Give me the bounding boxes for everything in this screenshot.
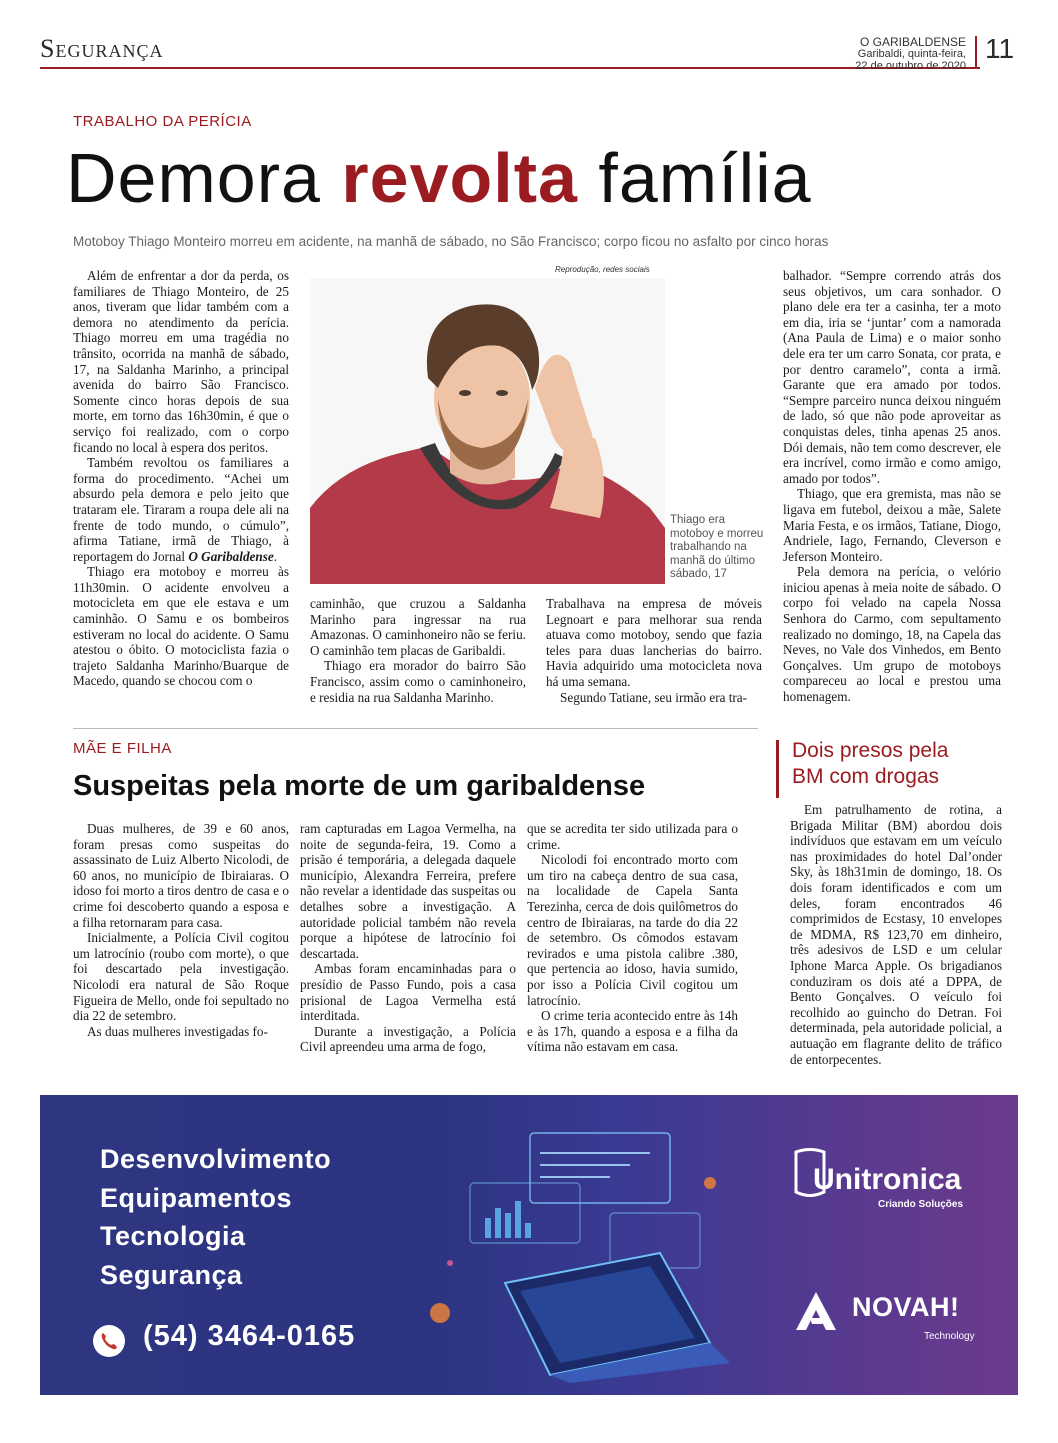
paragraph: Também revoltou os familiares a forma do procedimento. “Achei um absurdo pela demora e pelo jeito que trataram ele. Tiraram a roupa dele ali na frente de todo mundo, o cúmulo”, afirma Tatiane, irmã de Thiago, à reportagem do Jornal O Garibaldense. (73, 455, 289, 564)
article2-column-3 (527, 821, 738, 1055)
brand-novah-tagline: Technology (924, 1331, 975, 1342)
sidebar-title: Dois presos pela BM com drogas (792, 739, 949, 788)
article-column-1 (73, 268, 289, 689)
paragraph: que se acredita ter sido utilizada para o crime. (527, 821, 738, 852)
section-rule (40, 67, 980, 69)
paragraph: Thiago era morador do bairro São Francisco, assim como o caminhoneiro, e residia na rua Saldanha Marinho. (310, 658, 526, 705)
article-subhead: Motoboy Thiago Monteiro morreu em acidente, na manhã de sábado, no São Francisco; corpo ficou no asfalto por cinco horas (73, 234, 829, 249)
article-headline: Suspeitas pela morte de um garibaldense (73, 770, 646, 802)
brand-unitronica-tagline: Criando Soluções (878, 1199, 964, 1210)
headline-part: Demora (66, 139, 342, 217)
portrait-photo (310, 278, 665, 584)
paragraph: balhador. “Sempre correndo atrás dos seus objetivos, um cara sonhador. O plano dele era ter a casinha, ter a moto em dia, iria se ‘juntar’ com a namorada (Ana Paula de Lima) e o maior sonho dele era ter um carro Sonata, cor prata, e por dentro caramelo”, conta a irmã. Garante que era amado por todos. “Sempre parceiro nunca deixou ninguém de lado, só que não pode aproveitar as conquistas deles, tinha apenas 25 anos. Dói demais, não tem como descrever, ele era incrível, como irmão e como amigo, amado por todos”. (783, 268, 1001, 486)
article-kicker: MÃE E FILHA (73, 740, 172, 757)
paragraph-text: Também revoltou os familiares a forma do procedimento. “Achei um absurdo pela demora e pelo jeito que trataram ele. Tiraram a roupa dele ali na frente de todo mundo, o cúmulo”, afirma Tatiane, irmã de Thiago, à reportagem do Jornal (73, 455, 289, 564)
headline-accent: revolta (341, 139, 578, 217)
section-label: Segurança (40, 34, 164, 63)
advertisement[interactable] (40, 1095, 1018, 1395)
photo-caption: Thiago era motoboy e morreu trabalhando na manhã do último sábado, 17 (670, 514, 764, 580)
paragraph: Durante a investigação, a Polícia Civil apreendeu uma arma de fogo, (300, 1023, 516, 1055)
paragraph: O crime teria acontecido entre às 14h e às 17h, quando a esposa e a filha da vítima não estavam em casa. (527, 1008, 738, 1055)
edition-date: 22 de outubro de 2020 (855, 60, 966, 72)
ad-line: Tecnologia (100, 1221, 246, 1251)
place-date: Garibaldi, quinta-feira, (857, 48, 966, 60)
article-column-2 (310, 596, 526, 705)
ad-phone-number: (54) 3464-0165 (143, 1320, 356, 1352)
paragraph: Em patrulhamento de rotina, a Brigada Militar (BM) abordou dois indivíduos que estavam em um veículo nas proximidades do hotel Dal’onder Sky, às 18h31min de domingo, 18. Os dois foram identificados e com um deles, foram encontrados 46 comprimidos de Ecstasy, 10 envelopes de MDMA, R$ 123,70 em dinheiro, três adesivos de LSD e um celular Iphone Marca Apple. Os brigadianos conduziram os dois até a DPPA, de Bento Gonçalves. O veículo foi recolhido ao guincho do Detran. Foi determinada, pela autoridade policial, a autuação em flagrante delito de tráfico de entorpecentes. (790, 802, 1002, 1067)
paragraph: Inicialmente, a Polícia Civil cogitou um latrocínio (roubo com morte), o que foi descartado pela investigação. Nicolodi era natural de São Roque Figueira de Mello, onde foi sepultado no dia 22 de setembro. (73, 930, 289, 1024)
ad-line: Equipamentos (100, 1182, 293, 1213)
paragraph: Segundo Tatiane, seu irmão era tra- (560, 689, 748, 705)
paragraph: Pela demora na perícia, o velório iniciou apenas à meia noite de sábado. O corpo foi velado na capela Nossa Senhora do Carmo, com sepultamento realizado no domingo, 18, na Capela das Neves, no Vale dos Vinhedos, em Bento Gonçalves. Um grupo de motoboys compareceu ao local e prestou uma homenagem. (783, 564, 1001, 705)
paragraph: Thiago era motoboy e morreu às 11h30min. O acidente envolveu a motocicleta em que ele estava e um caminhão. O Samu e os bombeiros estiveram no local do acidente. O Samu atestou o óbito. O motociclista fazia o trajeto Saldanha Marinho/Buarque de Macedo, quando se chocou com o (73, 564, 289, 689)
masthead (855, 36, 966, 72)
article-kicker: TRABALHO DA PERÍCIA (73, 113, 252, 130)
article-column-4 (783, 268, 1001, 705)
ad-services (100, 1140, 331, 1294)
section-divider (73, 728, 758, 729)
article-headline (66, 136, 812, 220)
paragraph: Trabalhava na empresa de móveis Legnoart e para melhorar sua renda atuava como motoboy, sendo que fazia teles para duas lancherias do bairro. Havia adquirido uma motocicleta nova há uma semana. (546, 596, 762, 689)
portrait-image (310, 278, 665, 584)
article2-column-1 (73, 821, 289, 1039)
article2-column-2 (300, 821, 516, 1055)
phone-icon (93, 1325, 125, 1357)
paragraph: Thiago, que era gremista, mas não se ligava em futebol, deixou a mãe, Salete Maria Festa, e os irmãos, Tatiane, Diogo, Andriele, Iago, Fernando, Cleverson e Jeferson Monteiro. (783, 486, 1001, 564)
sidebar-body (790, 802, 1002, 1067)
brand-unitronica: Unitronica (813, 1163, 962, 1196)
sidebar-accent-bar (776, 740, 779, 798)
paper-name: O GARIBALDENSE (859, 35, 966, 49)
photo-credit: Reprodução, redes sociais (555, 265, 650, 274)
newspaper-name: O Garibaldense (188, 548, 274, 564)
ad-line: Segurança (100, 1259, 243, 1290)
paragraph: Ambas foram encaminhadas para o presídio de Passo Fundo, pois a casa prisional de Lagoa Vermelha está interditada. (300, 961, 516, 1024)
headline-part: família (577, 139, 812, 217)
brand-novah: NOVAH! (852, 1292, 960, 1322)
paragraph: caminhão, que cruzou a Saldanha Marinho para ingressar na rua Amazonas. O caminhoneiro não se feriu. O caminhão tem placas de Garibaldi. (310, 596, 526, 658)
novah-logo-icon (792, 1288, 842, 1333)
page-number: 11 (985, 33, 1015, 64)
paragraph: ram capturadas em Lagoa Vermelha, na noite de segunda-feira, 19. Como a prisão é temporária, a delegada daquele município, Alexandra Ferreira, prefere não revelar a identidade das suspeitas ou detalhes sobre a investigação. A autoridade policial também não revela porque a hipótese de latrocínio foi descartada. (300, 821, 516, 961)
paragraph: Nicolodi foi encontrado morto com um tiro na cabeça dentro de sua casa, na localidade de Capela Santa Terezinha, cerca de dois quilômetros do centro de Ibiraiaras, na tarde do dia 22 de setembro. Os cômodos estavam revirados e uma pistola calibre .380, que pertencia ao idoso, havia sumido, por isso a Polícia Civil cogitou um latrocínio. (527, 852, 738, 1008)
paragraph: Duas mulheres, de 39 e 60 anos, foram presas como suspeitas do assassinato de Luiz Alberto Nicolodi, de 60 anos, no município de Ibiraiaras. O idoso foi morto a tiros dentro de casa e o crime foi descoberto quando a esposa e a filha retornaram para casa. (73, 821, 289, 930)
ad-line: Desenvolvimento (100, 1144, 332, 1174)
page-separator (975, 36, 977, 68)
laptop-illustration (410, 1113, 740, 1383)
paragraph: Além de enfrentar a dor da perda, os familiares de Thiago Monteiro, de 25 anos, tiveram que lidar também com a demora no atendimento da perícia. Thiago morreu em uma tragédia no trânsito, ocorrida na manhã de sábado, 17, na Saldanha Marinho, a principal avenida do bairro São Francisco. Somente cinco horas depois de sua morte, em torno das 16h30min, é que o serviço foi realizado, com o corpo ficando no local à espera dos peritos. (73, 268, 289, 455)
article-column-3 (546, 596, 762, 705)
paragraph: As duas mulheres investigadas fo- (87, 1023, 268, 1039)
